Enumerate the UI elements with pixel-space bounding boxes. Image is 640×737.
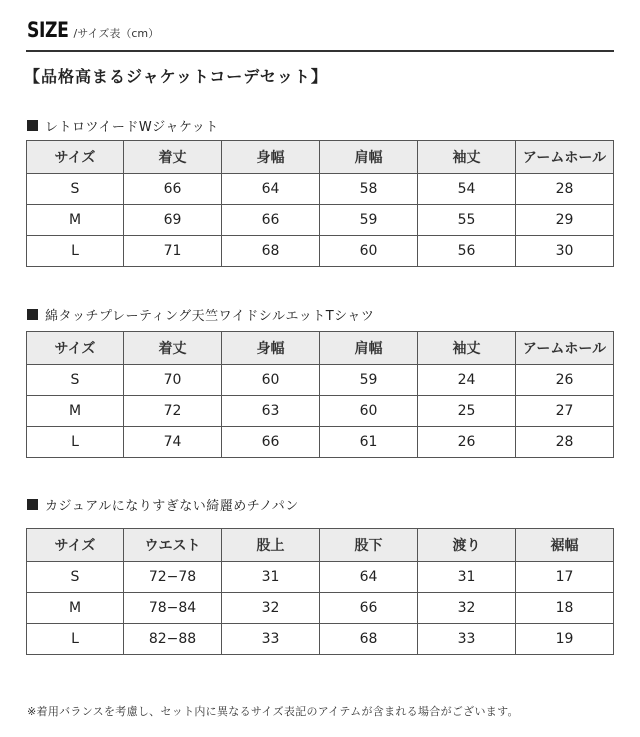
table-cell: 61 xyxy=(320,427,418,458)
header-cell: 股上 xyxy=(222,529,320,562)
table-cell: 59 xyxy=(320,365,418,396)
section-title-tshirt xyxy=(27,305,374,324)
table-row xyxy=(27,236,614,267)
header-cell: 袖丈 xyxy=(418,141,516,174)
table-header-row xyxy=(27,332,614,365)
table-cell: 59 xyxy=(320,205,418,236)
table-row xyxy=(27,624,614,655)
table-cell: 71 xyxy=(124,236,222,267)
footnote: ※着用バランスを考慮し、セット内に異なるサイズ表記のアイテムが含まれる場合がございます。 xyxy=(27,705,519,718)
table-cell: 72−78 xyxy=(124,562,222,593)
table-cell: 63 xyxy=(222,396,320,427)
table-cell: L xyxy=(27,624,124,655)
section-title-text: カジュアルになりすぎない綺麗めチノパン xyxy=(45,499,299,514)
table-cell: 25 xyxy=(418,396,516,427)
header-cell: サイズ xyxy=(27,141,124,174)
table-cell: 33 xyxy=(418,624,516,655)
table-cell: 19 xyxy=(516,624,614,655)
square-bullet-icon xyxy=(27,499,38,510)
table-cell: 31 xyxy=(222,562,320,593)
size-table-jacket xyxy=(26,140,614,267)
header-cell: アームホール xyxy=(516,332,614,365)
table-cell: 26 xyxy=(516,365,614,396)
table-cell: 66 xyxy=(124,174,222,205)
size-header xyxy=(27,18,159,42)
header-cell: 袖丈 xyxy=(418,332,516,365)
table-header-row xyxy=(27,529,614,562)
header-cell: 裾幅 xyxy=(516,529,614,562)
table-cell: 58 xyxy=(320,174,418,205)
header-cell: 身幅 xyxy=(222,141,320,174)
table-cell: 74 xyxy=(124,427,222,458)
table-cell: 60 xyxy=(222,365,320,396)
table-cell: S xyxy=(27,365,124,396)
header-cell: 渡り xyxy=(418,529,516,562)
square-bullet-icon xyxy=(27,120,38,131)
table-cell: 24 xyxy=(418,365,516,396)
header-cell: 身幅 xyxy=(222,332,320,365)
table-cell: 27 xyxy=(516,396,614,427)
table-cell: 32 xyxy=(418,593,516,624)
set-title: 【品格高まるジャケットコーデセット】 xyxy=(24,67,328,86)
table-cell: 29 xyxy=(516,205,614,236)
table-cell: 64 xyxy=(222,174,320,205)
table-cell: 60 xyxy=(320,236,418,267)
table-row xyxy=(27,396,614,427)
size-subtitle: /サイズ表（cm） xyxy=(73,27,160,40)
table-cell: 33 xyxy=(222,624,320,655)
table-row xyxy=(27,174,614,205)
table-cell: 68 xyxy=(222,236,320,267)
table-cell: S xyxy=(27,174,124,205)
table-cell: 68 xyxy=(320,624,418,655)
table-cell: S xyxy=(27,562,124,593)
header-cell: サイズ xyxy=(27,332,124,365)
table-cell: 28 xyxy=(516,174,614,205)
table-cell: 54 xyxy=(418,174,516,205)
header-cell: サイズ xyxy=(27,529,124,562)
table-cell: 70 xyxy=(124,365,222,396)
table-cell: 28 xyxy=(516,427,614,458)
table-row xyxy=(27,593,614,624)
table-cell: 60 xyxy=(320,396,418,427)
table-cell: 78−84 xyxy=(124,593,222,624)
table-cell: L xyxy=(27,427,124,458)
header-cell: 肩幅 xyxy=(320,141,418,174)
header-cell: 肩幅 xyxy=(320,332,418,365)
table-row xyxy=(27,562,614,593)
table-cell: 30 xyxy=(516,236,614,267)
table-cell: 17 xyxy=(516,562,614,593)
header-cell: 着丈 xyxy=(124,332,222,365)
table-cell: 66 xyxy=(320,593,418,624)
table-cell: 32 xyxy=(222,593,320,624)
size-table-tshirt xyxy=(26,331,614,458)
table-cell: M xyxy=(27,205,124,236)
square-bullet-icon xyxy=(27,309,38,320)
section-title-text: 綿タッチプレーティング天竺ワイドシルエットTシャツ xyxy=(45,309,375,324)
table-cell: 64 xyxy=(320,562,418,593)
table-cell: 66 xyxy=(222,427,320,458)
table-cell: L xyxy=(27,236,124,267)
table-cell: M xyxy=(27,396,124,427)
table-row xyxy=(27,205,614,236)
header-cell: ウエスト xyxy=(124,529,222,562)
table-cell: 26 xyxy=(418,427,516,458)
section-title-chino xyxy=(27,495,299,514)
table-cell: 66 xyxy=(222,205,320,236)
header-cell: 着丈 xyxy=(124,141,222,174)
table-cell: 82−88 xyxy=(124,624,222,655)
table-cell: M xyxy=(27,593,124,624)
section-title-text: レトロツイードWジャケット xyxy=(45,120,219,135)
table-cell: 18 xyxy=(516,593,614,624)
size-table-chino xyxy=(26,528,614,655)
table-cell: 31 xyxy=(418,562,516,593)
section-title-jacket xyxy=(27,116,219,135)
table-row xyxy=(27,365,614,396)
header-divider xyxy=(26,50,614,52)
header-cell: 股下 xyxy=(320,529,418,562)
table-header-row xyxy=(27,141,614,174)
header-cell: アームホール xyxy=(516,141,614,174)
size-title: SIZE xyxy=(27,18,69,42)
table-cell: 56 xyxy=(418,236,516,267)
table-cell: 55 xyxy=(418,205,516,236)
table-cell: 72 xyxy=(124,396,222,427)
table-cell: 69 xyxy=(124,205,222,236)
table-row xyxy=(27,427,614,458)
